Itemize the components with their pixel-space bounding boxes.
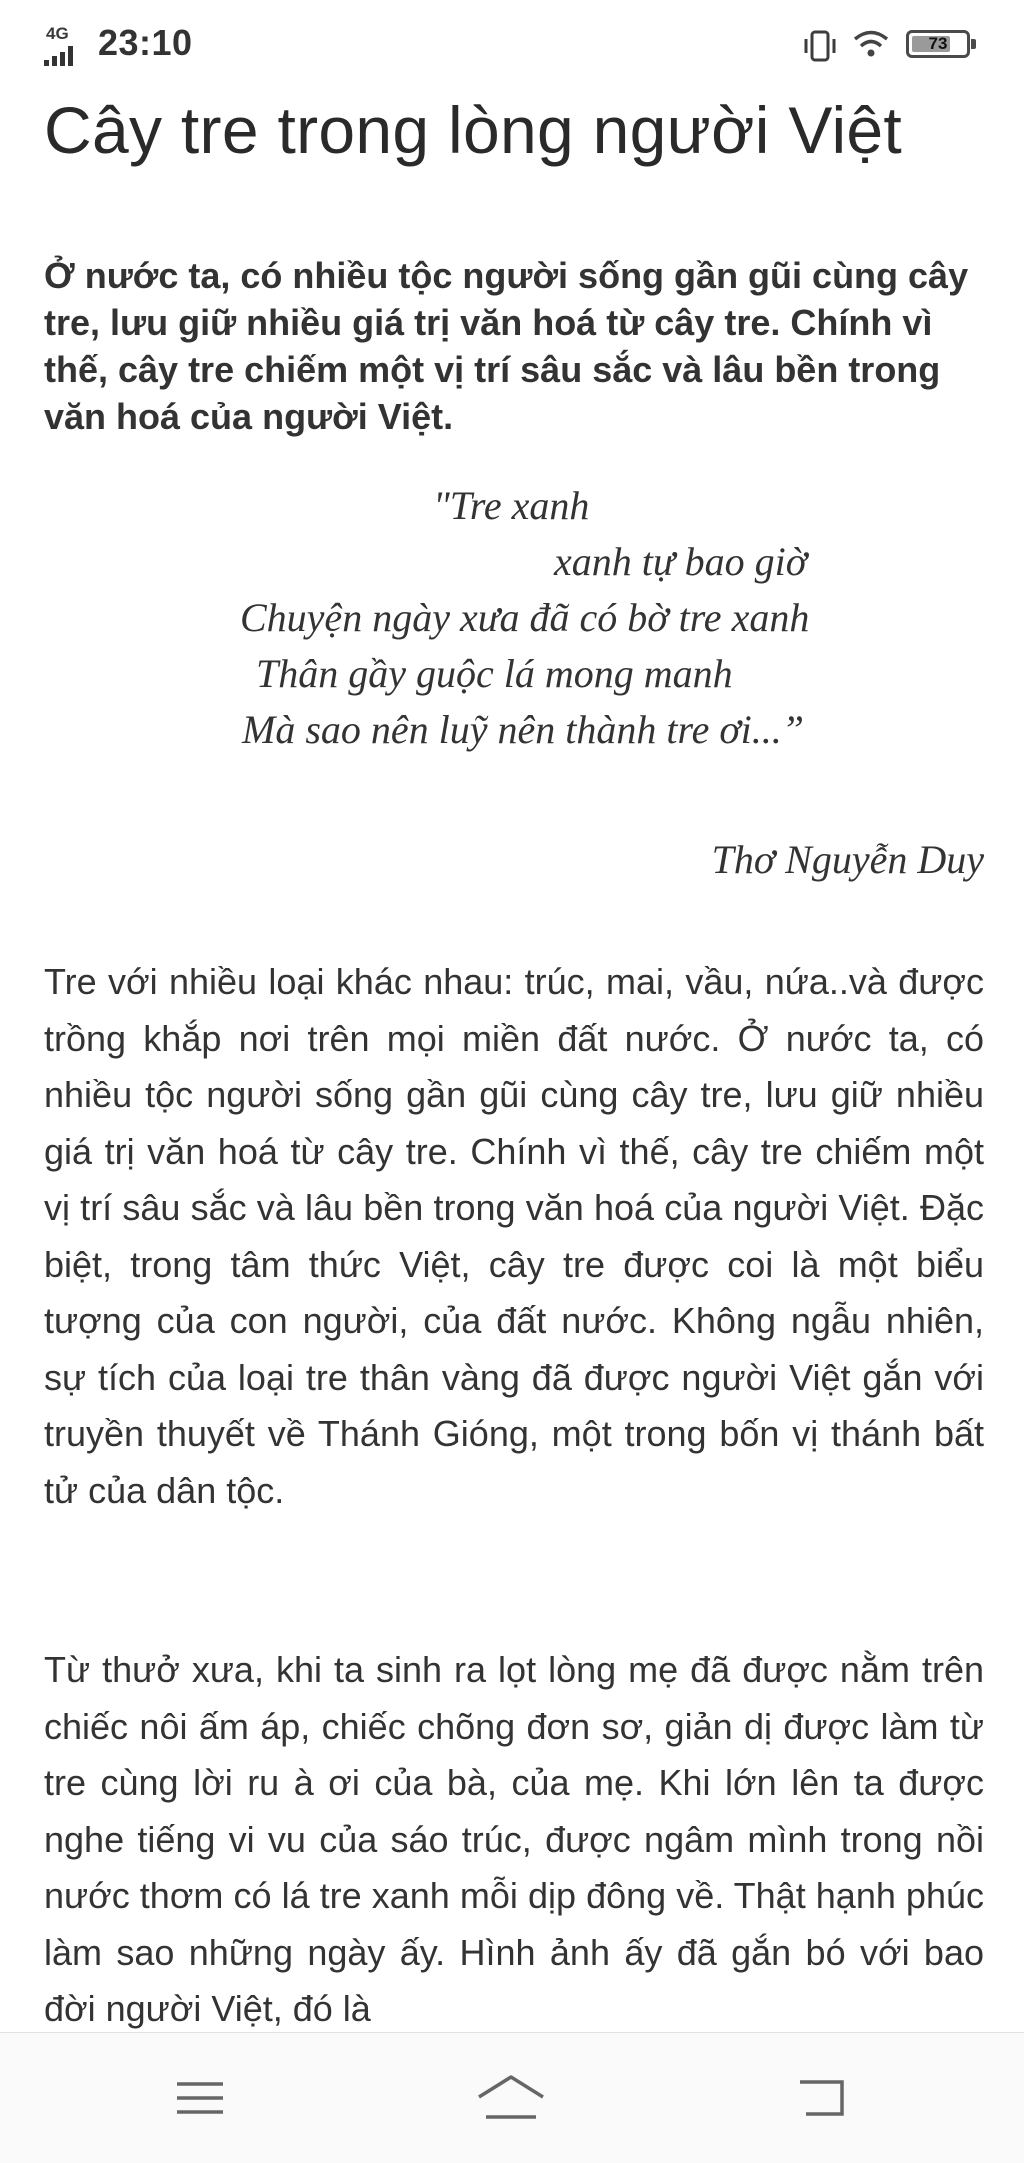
status-bar: [0, 0, 1024, 90]
home-button[interactable]: [471, 2063, 551, 2133]
network-type: 4G: [46, 24, 69, 43]
battery-level: 73: [928, 34, 948, 53]
poem-line: "Tre xanh: [433, 483, 590, 528]
article-lead: Ở nước ta, có nhiều tộc người sống gần gũi cùng cây tre, lưu giữ nhiều giá trị văn hoá từ cây tre. Chính vì thế, cây tre chiếm một vị trí sâu sắc và lâu bền trong văn hoá của người Việt.: [44, 255, 969, 437]
menu-button[interactable]: [160, 2063, 240, 2133]
status-time: 23:10: [98, 22, 193, 63]
menu-icon: [175, 2078, 225, 2118]
navigation-bar: [0, 2032, 1024, 2163]
vibrate-icon: [802, 28, 838, 64]
back-icon: [798, 2076, 850, 2120]
poem-line: Mà sao nên luỹ nên thành tre ơi...”: [242, 707, 805, 752]
article-paragraph: Tre với nhiều loại khác nhau: trúc, mai, vầu, nứa..và được trồng khắp nơi trên mọi miền đất nước. Ở nước ta, có nhiều tộc người sống gần gũi cùng cây tre, lưu giữ nhiều giá trị văn hoá từ cây tre. Chính vì thế, cây tre chiếm một vị trí sâu sắc và lâu bền trong văn hoá của người Việt. Đặc biệt, trong tâm thức Việt, cây tre được coi là một biểu tượng của con người, của đất nước. Không ngẫu nhiên, sự tích của loại tre thân vàng đã được người Việt gắn với truyền thuyết về Thánh Gióng, một trong bốn vị thánh bất tử của dân tộc.: [44, 961, 984, 1511]
battery-icon: [906, 30, 970, 58]
poem-line: Thân gầy guộc lá mong manh: [256, 651, 733, 696]
poem-author: Thơ Nguyễn Duy: [711, 837, 984, 882]
signal-icon: [44, 26, 92, 66]
article-paragraph: Từ thưở xưa, khi ta sinh ra lọt lòng mẹ đã được nằm trên chiếc nôi ấm áp, chiếc chõng đơn sơ, giản dị được làm từ tre cùng lời ru à ơi của bà, của mẹ. Khi lớn lên ta được nghe tiếng vi vu của sáo trúc, được ngâm mình trong nồi nước thơm có lá tre xanh mỗi dịp đông về. Thật hạnh phúc làm sao những ngày ấy. Hình ảnh ấy đã gắn bó với bao đời người Việt, đó là: [44, 1649, 984, 2029]
home-icon: [476, 2073, 546, 2123]
poem-line: xanh tự bao giờ: [554, 539, 808, 584]
back-button[interactable]: [784, 2063, 864, 2133]
poem-line: Chuyện ngày xưa đã có bờ tre xanh: [240, 595, 810, 640]
wifi-icon: [852, 26, 890, 62]
article-title: Cây tre trong lòng người Việt: [44, 93, 903, 167]
